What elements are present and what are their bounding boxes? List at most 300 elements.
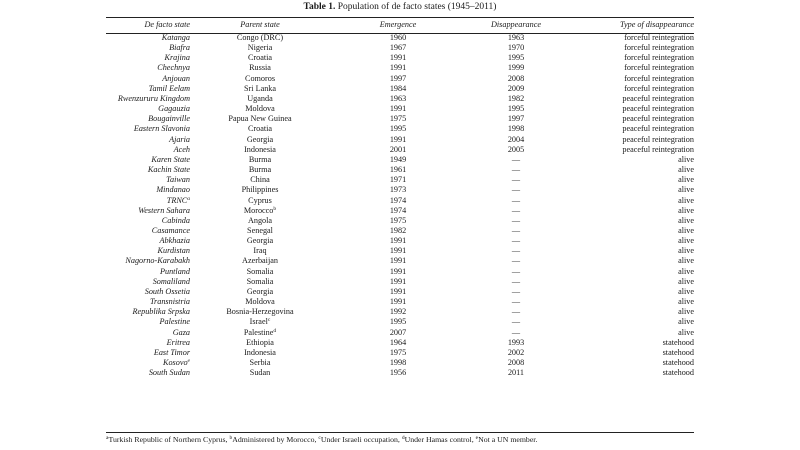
cell-emergence-text: 1975 <box>389 114 407 124</box>
header-disappearance: Disappearance <box>490 20 542 30</box>
footnote-marker: a <box>187 195 190 202</box>
cell-parent-state-text: Sri Lanka <box>243 83 277 93</box>
cell-emergence-text: 1964 <box>389 337 407 347</box>
cell-parent-state <box>190 175 330 185</box>
cell-parent-state-text: Burma <box>248 165 272 175</box>
cell-parent-state <box>190 84 330 94</box>
cell-de-facto-state-text: Gaza <box>172 327 190 337</box>
cell-type-of-disappearance <box>566 196 694 206</box>
cell-emergence <box>330 246 466 256</box>
cell-de-facto-state <box>106 236 190 246</box>
cell-emergence-text: 1975 <box>389 215 407 225</box>
cell-type-of-disappearance-text: alive <box>678 165 694 175</box>
cell-de-facto-state-text: Western Sahara <box>138 205 190 215</box>
table-row <box>106 307 694 317</box>
cell-type-of-disappearance-text: forceful reintegration <box>624 53 694 63</box>
cell-parent-state <box>190 104 330 114</box>
cell-type-of-disappearance-text: forceful reintegration <box>624 73 694 83</box>
cell-de-facto-state <box>106 317 190 327</box>
cell-emergence <box>330 185 466 195</box>
cell-parent-state-text: Croatia <box>247 124 273 134</box>
cell-de-facto-state-text: Aceh <box>173 144 190 154</box>
cell-emergence-text: 1974 <box>389 205 407 215</box>
cell-type-of-disappearance-text: peaceful reintegration <box>622 114 694 124</box>
cell-disappearance <box>466 114 566 124</box>
cell-type-of-disappearance <box>566 226 694 236</box>
cell-type-of-disappearance-text: alive <box>678 297 694 307</box>
cell-disappearance-text: 1998 <box>507 124 525 134</box>
cell-type-of-disappearance-text: alive <box>678 205 694 215</box>
cell-emergence-text: 1967 <box>389 43 407 53</box>
cell-type-of-disappearance-text: statehood <box>662 358 694 367</box>
table-row <box>106 33 694 43</box>
cell-disappearance <box>466 74 566 84</box>
cell-disappearance <box>466 348 566 358</box>
cell-parent-state-text: Morocco <box>243 205 274 215</box>
cell-disappearance <box>466 287 566 297</box>
cell-parent-state <box>190 256 330 266</box>
cell-parent-state-text: Moldova <box>245 104 275 114</box>
cell-type-of-disappearance <box>566 94 694 104</box>
table-row <box>106 297 694 307</box>
cell-parent-state-text: Israel <box>249 317 268 327</box>
cell-parent-state-text: Palestine <box>243 327 274 337</box>
cell-disappearance <box>466 206 566 216</box>
footnote-marker: e <box>187 358 190 364</box>
cell-emergence <box>330 33 466 43</box>
cell-disappearance-text: 2009 <box>507 83 525 93</box>
footnote-mark: b <box>229 435 233 441</box>
table-row <box>106 114 694 124</box>
cell-type-of-disappearance <box>566 135 694 145</box>
table-footnote <box>106 435 706 445</box>
cell-emergence <box>330 267 466 277</box>
cell-parent-state <box>190 94 330 104</box>
cell-parent-state <box>190 368 330 378</box>
footnote-mark: a <box>106 435 109 441</box>
cell-de-facto-state <box>106 226 190 236</box>
cell-parent-state <box>190 53 330 63</box>
cell-de-facto-state <box>106 348 190 358</box>
cell-emergence <box>330 277 466 287</box>
cell-type-of-disappearance <box>566 307 694 317</box>
cell-disappearance-text: 2008 <box>507 73 525 83</box>
cell-parent-state <box>190 114 330 124</box>
cell-parent-state <box>190 338 330 348</box>
cell-type-of-disappearance-text: alive <box>678 276 694 286</box>
cell-type-of-disappearance-text: peaceful reintegration <box>622 124 694 134</box>
cell-disappearance-text: 1993 <box>507 337 525 347</box>
cell-parent-state-text: Papua New Guinea <box>228 114 292 124</box>
cell-disappearance <box>466 155 566 165</box>
cell-de-facto-state-text: Chechnya <box>157 63 190 73</box>
cell-disappearance-text: — <box>511 266 521 276</box>
cell-disappearance-text: 1970 <box>507 43 525 53</box>
cell-parent-state <box>190 246 330 256</box>
cell-parent-state <box>190 74 330 84</box>
table-row <box>106 236 694 246</box>
cell-type-of-disappearance <box>566 216 694 226</box>
cell-parent-state-text: Congo (DRC) <box>236 33 284 42</box>
footnote-text: Not a UN member. <box>478 435 538 444</box>
cell-de-facto-state <box>106 63 190 73</box>
cell-disappearance-text: 2005 <box>507 144 525 154</box>
table-row <box>106 74 694 84</box>
cell-emergence-text: 1998 <box>389 358 407 367</box>
cell-disappearance-text: — <box>511 286 521 296</box>
cell-type-of-disappearance-text: statehood <box>662 347 694 357</box>
cell-emergence <box>330 348 466 358</box>
cell-type-of-disappearance-text: alive <box>678 236 694 246</box>
cell-type-of-disappearance <box>566 297 694 307</box>
cell-de-facto-state <box>106 307 190 317</box>
cell-parent-state-text: Sudan <box>249 368 271 378</box>
cell-de-facto-state <box>106 277 190 287</box>
cell-type-of-disappearance-text: forceful reintegration <box>624 63 694 73</box>
cell-disappearance <box>466 104 566 114</box>
cell-de-facto-state <box>106 267 190 277</box>
cell-type-of-disappearance-text: forceful reintegration <box>624 33 694 42</box>
cell-disappearance-text: — <box>511 215 521 225</box>
cell-emergence-text: 1991 <box>389 246 407 256</box>
cell-disappearance <box>466 226 566 236</box>
cell-parent-state <box>190 348 330 358</box>
cell-de-facto-state-text: Gagauzia <box>158 104 190 114</box>
cell-type-of-disappearance-text: peaceful reintegration <box>622 134 694 144</box>
cell-disappearance-text: — <box>511 205 521 215</box>
footnote-text: Administered by Morocco, <box>232 435 319 444</box>
cell-parent-state <box>190 236 330 246</box>
cell-disappearance <box>466 135 566 145</box>
cell-type-of-disappearance <box>566 53 694 63</box>
cell-parent-state-text: Serbia <box>249 358 271 367</box>
cell-disappearance-text: — <box>511 297 521 307</box>
cell-de-facto-state-text: South Sudan <box>148 368 190 378</box>
cell-de-facto-state <box>106 165 190 175</box>
cell-disappearance-text: — <box>511 236 521 246</box>
table-row <box>106 246 694 256</box>
cell-emergence-text: 1956 <box>389 368 407 378</box>
cell-type-of-disappearance <box>566 236 694 246</box>
cell-type-of-disappearance-text: alive <box>678 154 694 164</box>
cell-disappearance-text: — <box>511 154 521 164</box>
cell-de-facto-state <box>106 33 190 43</box>
cell-emergence <box>330 206 466 216</box>
cell-disappearance <box>466 236 566 246</box>
cell-de-facto-state-text: Ajaria <box>169 134 190 144</box>
cell-disappearance-text: 2004 <box>507 134 525 144</box>
footnote-text: Under Hamas control, <box>404 435 476 444</box>
cell-type-of-disappearance <box>566 155 694 165</box>
cell-type-of-disappearance <box>566 348 694 358</box>
table-row <box>106 196 694 206</box>
cell-de-facto-state <box>106 145 190 155</box>
cell-parent-state-text: Angola <box>247 215 273 225</box>
footnote-text: Under Israeli occupation, <box>320 435 402 444</box>
cell-parent-state-text: Georgia <box>246 134 274 144</box>
cell-parent-state-text: Ethiopia <box>246 337 274 347</box>
cell-emergence-text: 1949 <box>389 154 407 164</box>
cell-emergence-text: 1991 <box>389 134 407 144</box>
cell-disappearance-text: 1999 <box>507 63 525 73</box>
cell-parent-state-text: Azerbaijan <box>242 256 278 266</box>
cell-parent-state <box>190 185 330 195</box>
cell-emergence <box>330 317 466 327</box>
cell-disappearance <box>466 216 566 226</box>
cell-de-facto-state-text: Cabinda <box>161 215 190 225</box>
cell-emergence <box>330 94 466 104</box>
cell-type-of-disappearance <box>566 114 694 124</box>
cell-parent-state <box>190 165 330 175</box>
cell-de-facto-state <box>106 94 190 104</box>
cell-emergence <box>330 114 466 124</box>
cell-parent-state <box>190 124 330 134</box>
cell-disappearance-text: — <box>511 175 521 185</box>
cell-parent-state-text: Somalia <box>246 266 274 276</box>
bottom-rule <box>106 432 694 433</box>
cell-de-facto-state <box>106 358 190 368</box>
cell-emergence-text: 1995 <box>389 124 407 134</box>
cell-type-of-disappearance-text: statehood <box>662 337 694 347</box>
cell-de-facto-state <box>106 135 190 145</box>
cell-parent-state <box>190 226 330 236</box>
cell-type-of-disappearance-text: forceful reintegration <box>624 83 694 93</box>
cell-parent-state-text: Moldova <box>245 297 275 307</box>
cell-emergence-text: 1982 <box>389 225 407 235</box>
cell-type-of-disappearance-text: alive <box>678 175 694 185</box>
cell-type-of-disappearance <box>566 267 694 277</box>
cell-parent-state-text: Indonesia <box>244 144 276 154</box>
cell-disappearance-text: 2011 <box>507 368 525 378</box>
cell-de-facto-state-text: Puntland <box>159 266 190 276</box>
cell-de-facto-state-text: Eastern Slavonia <box>133 124 190 134</box>
cell-disappearance <box>466 43 566 53</box>
header-row <box>106 18 694 33</box>
cell-type-of-disappearance-text: alive <box>678 327 694 337</box>
cell-type-of-disappearance-text: alive <box>678 317 694 327</box>
cell-parent-state <box>187 358 330 368</box>
cell-de-facto-state-text: Mindanao <box>156 185 190 195</box>
cell-disappearance <box>466 267 566 277</box>
cell-de-facto-state <box>106 43 190 53</box>
cell-disappearance <box>466 277 566 287</box>
cell-parent-state <box>190 145 330 155</box>
cell-type-of-disappearance-text: alive <box>678 246 694 256</box>
cell-emergence-text: 1991 <box>389 276 407 286</box>
cell-de-facto-state-text: Katanga <box>161 33 190 42</box>
cell-emergence <box>330 358 466 368</box>
cell-parent-state <box>190 216 330 226</box>
cell-emergence-text: 1991 <box>389 286 407 296</box>
cell-type-of-disappearance <box>566 175 694 185</box>
cell-disappearance-text: — <box>511 195 521 205</box>
cell-de-facto-state-text: Rwenzururu Kingdom <box>117 93 190 103</box>
cell-parent-state <box>190 317 330 327</box>
table-row <box>106 328 694 338</box>
cell-type-of-disappearance <box>566 185 694 195</box>
cell-emergence-text: 1992 <box>389 307 407 317</box>
cell-parent-state <box>190 297 330 307</box>
cell-de-facto-state <box>106 368 190 378</box>
cell-de-facto-state-text: Krajina <box>164 53 190 63</box>
cell-de-facto-state-text: Karen State <box>151 154 190 164</box>
cell-type-of-disappearance-text: alive <box>678 286 694 296</box>
table-row <box>106 175 694 185</box>
cell-parent-state <box>190 155 330 165</box>
cell-parent-state-text: Cyprus <box>248 195 272 205</box>
cell-de-facto-state-text: Kosovo <box>162 358 188 367</box>
cell-de-facto-state-text: Biafra <box>169 43 190 53</box>
table-body <box>106 33 694 378</box>
cell-de-facto-state-text: Palestine <box>159 317 190 327</box>
cell-emergence-text: 1974 <box>389 195 407 205</box>
cell-parent-state-text: Uganda <box>247 93 273 103</box>
cell-de-facto-state-text: Abkhazia <box>159 236 190 246</box>
cell-type-of-disappearance-text: peaceful reintegration <box>622 104 694 114</box>
cell-de-facto-state-text: South Ossetia <box>144 286 190 296</box>
table-row <box>106 256 694 266</box>
cell-type-of-disappearance-text: statehood <box>662 368 694 378</box>
cell-emergence-text: 1973 <box>389 185 407 195</box>
cell-parent-state <box>190 328 330 338</box>
cell-disappearance-text: — <box>511 225 521 235</box>
header-type-of-disappearance: Type of disappearance <box>620 20 694 30</box>
table-row <box>106 216 694 226</box>
cell-de-facto-state-text: Bougainville <box>148 114 190 124</box>
cell-disappearance <box>466 63 566 73</box>
cell-emergence <box>330 307 466 317</box>
cell-type-of-disappearance <box>566 256 694 266</box>
cell-emergence <box>330 368 466 378</box>
cell-emergence-text: 1963 <box>389 93 407 103</box>
cell-emergence <box>330 236 466 246</box>
cell-type-of-disappearance <box>566 328 694 338</box>
cell-disappearance-text: 2008 <box>507 358 525 367</box>
cell-parent-state-text: Nigeria <box>247 43 273 53</box>
cell-disappearance-text: — <box>511 165 521 175</box>
footnote-marker: d <box>273 327 277 334</box>
cell-emergence <box>330 124 466 134</box>
table-row <box>106 267 694 277</box>
cell-emergence <box>330 53 466 63</box>
cell-parent-state <box>190 135 330 145</box>
cell-de-facto-state <box>106 185 190 195</box>
cell-disappearance-text: — <box>511 185 521 195</box>
cell-emergence <box>330 216 466 226</box>
cell-de-facto-state-text: TRNC <box>166 195 188 205</box>
cell-disappearance <box>466 124 566 134</box>
header-parent-state: Parent state <box>240 20 280 30</box>
cell-disappearance <box>466 185 566 195</box>
cell-type-of-disappearance-text: alive <box>678 215 694 225</box>
cell-disappearance <box>466 145 566 155</box>
cell-emergence-text: 1984 <box>389 83 407 93</box>
cell-type-of-disappearance <box>566 206 694 216</box>
cell-de-facto-state <box>106 287 190 297</box>
cell-parent-state-text: Iraq <box>253 246 267 256</box>
cell-de-facto-state <box>106 175 190 185</box>
cell-parent-state <box>190 43 330 53</box>
cell-disappearance-text: — <box>511 276 521 286</box>
cell-emergence <box>330 175 466 185</box>
cell-type-of-disappearance <box>566 104 694 114</box>
cell-emergence <box>330 338 466 348</box>
cell-type-of-disappearance <box>566 84 694 94</box>
cell-emergence-text: 1991 <box>389 104 407 114</box>
cell-emergence <box>330 196 466 206</box>
table-row <box>106 145 694 155</box>
cell-emergence-text: 1971 <box>389 175 407 185</box>
cell-emergence <box>330 297 466 307</box>
cell-parent-state-text: Georgia <box>246 236 274 246</box>
cell-parent-state <box>190 33 330 43</box>
cell-parent-state-text: Croatia <box>247 53 273 63</box>
cell-disappearance <box>466 338 566 348</box>
cell-de-facto-state-text: Kachin State <box>147 165 190 175</box>
cell-type-of-disappearance <box>566 124 694 134</box>
cell-disappearance-text: 1982 <box>507 93 525 103</box>
cell-type-of-disappearance-text: forceful reintegration <box>624 43 694 53</box>
cell-de-facto-state <box>106 155 190 165</box>
footnote-mark: d <box>401 435 405 441</box>
cell-emergence <box>330 287 466 297</box>
cell-type-of-disappearance <box>566 145 694 155</box>
cell-parent-state-text: Indonesia <box>244 347 276 357</box>
cell-disappearance <box>466 307 566 317</box>
cell-emergence <box>330 84 466 94</box>
cell-parent-state-text: Bosnia-Herzegovina <box>226 307 294 317</box>
cell-de-facto-state <box>106 124 190 134</box>
table-row <box>106 277 694 287</box>
table-row <box>106 63 694 73</box>
cell-disappearance <box>466 328 566 338</box>
cell-emergence <box>330 43 466 53</box>
table-row <box>106 104 694 114</box>
cell-parent-state-text: Burma <box>248 154 272 164</box>
cell-disappearance <box>466 297 566 307</box>
cell-de-facto-state <box>106 206 190 216</box>
cell-type-of-disappearance <box>566 63 694 73</box>
cell-parent-state <box>190 277 330 287</box>
cell-de-facto-state-text: Kurdistan <box>157 246 190 256</box>
cell-emergence <box>330 145 466 155</box>
cell-de-facto-state <box>106 216 190 226</box>
cell-disappearance-text: 1997 <box>507 114 525 124</box>
cell-disappearance-text: 1995 <box>507 104 525 114</box>
footnote-text: Turkish Republic of Northern Cyprus, <box>108 435 230 444</box>
table-row <box>106 165 694 175</box>
cell-disappearance <box>466 33 566 43</box>
cell-type-of-disappearance <box>566 287 694 297</box>
cell-type-of-disappearance <box>566 317 694 327</box>
table-row <box>106 317 694 327</box>
table-row <box>106 43 694 53</box>
cell-emergence <box>330 226 466 236</box>
cell-parent-state <box>190 196 330 206</box>
cell-emergence-text: 1997 <box>389 73 407 83</box>
cell-emergence <box>330 74 466 84</box>
cell-emergence-text: 1991 <box>389 256 407 266</box>
cell-parent-state-text: Somalia <box>246 276 274 286</box>
header-rule <box>106 33 694 34</box>
cell-type-of-disappearance <box>566 43 694 53</box>
cell-type-of-disappearance <box>566 33 694 43</box>
cell-type-of-disappearance <box>566 277 694 287</box>
cell-de-facto-state-text: Nagorno-Karabakh <box>125 256 190 266</box>
cell-disappearance <box>466 256 566 266</box>
cell-de-facto-state <box>106 328 190 338</box>
cell-disappearance <box>466 317 566 327</box>
